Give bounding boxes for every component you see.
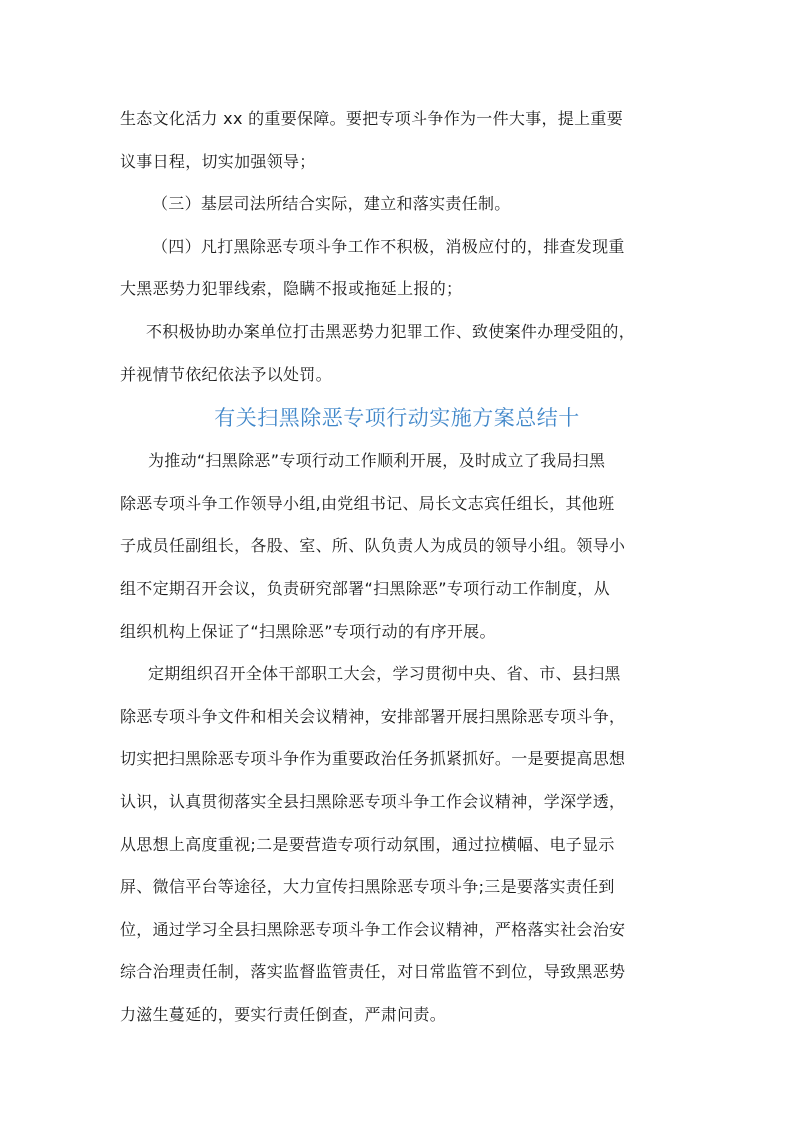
document-page — [120, 98, 674, 1036]
text-line: 从思想上高度重视;二是要营造专项行动氛围，通过拉横幅、电子显示 — [120, 834, 615, 854]
text-line: 为推动“扫黑除恶”专项行动工作顺利开展，及时成立了我局扫黑 — [148, 451, 606, 471]
section-title: 有关扫黑除恶专项行动实施方案总结十 — [214, 406, 580, 431]
text-line: 认识，认真贯彻落实全县扫黑除恶专项斗争工作会议精神，学深学透， — [120, 791, 626, 811]
text-line: 定期组织召开全体干部职工大会，学习贯彻中央、省、市、县扫黑 — [148, 664, 621, 684]
text-line: 并视情节依纪依法予以处罚。 — [120, 364, 332, 384]
intro-section — [120, 98, 674, 396]
text-line: 不积极协助办案单位打击黑恶势力犯罪工作、致使案件办理受阻的， — [146, 321, 636, 341]
text-line: 组不定期召开会议，负责研究部署“扫黑除恶”专项行动工作制度，从 — [120, 578, 610, 598]
text-line: 生态文化活力 xx 的重要保障。要把专项斗争作为一件大事，提上重要 — [120, 109, 624, 128]
text-line: 组织机构上保证了“扫黑除恶”专项行动的有序开展。 — [120, 621, 496, 641]
text-line: 力滋生蔓延的，要实行责任倒查，严肃问责。 — [120, 1004, 447, 1024]
text-line: 屏、微信平台等途径，大力宣传扫黑除恶专项斗争;三是要落实责任到 — [120, 877, 615, 897]
text-line: 除恶专项斗争工作领导小组,由党组书记、局长文志宾任组长，其他班 — [120, 493, 615, 513]
text-line: 切实把扫黑除恶专项斗争作为重要政治任务抓紧抓好。一是要提高思想 — [120, 749, 626, 769]
body-section — [120, 440, 674, 1036]
text-line: 大黑恶势力犯罪线索，隐瞒不报或拖延上报的； — [120, 279, 463, 299]
text-line: 子成员任副组长，各股、室、所、队负责人为成员的领导小组。领导小 — [120, 536, 626, 556]
text-line: 综合治理责任制，落实监督监管责任，对日常监管不到位，导致黑恶势 — [120, 962, 626, 982]
text-line: 除恶专项斗争文件和相关会议精神，安排部署开展扫黑除恶专项斗争， — [120, 706, 626, 726]
text-line: 议事日程，切实加强领导； — [120, 151, 316, 171]
text-line: （三）基层司法所结合实际，建立和落实责任制。 — [152, 194, 511, 214]
text-line: （四）凡打黑除恶专项斗争工作不积极，消极应付的，排查发现重 — [152, 236, 625, 256]
text-line: 位，通过学习全县扫黑除恶专项斗争工作会议精神，严格落实社会治安 — [120, 919, 626, 939]
